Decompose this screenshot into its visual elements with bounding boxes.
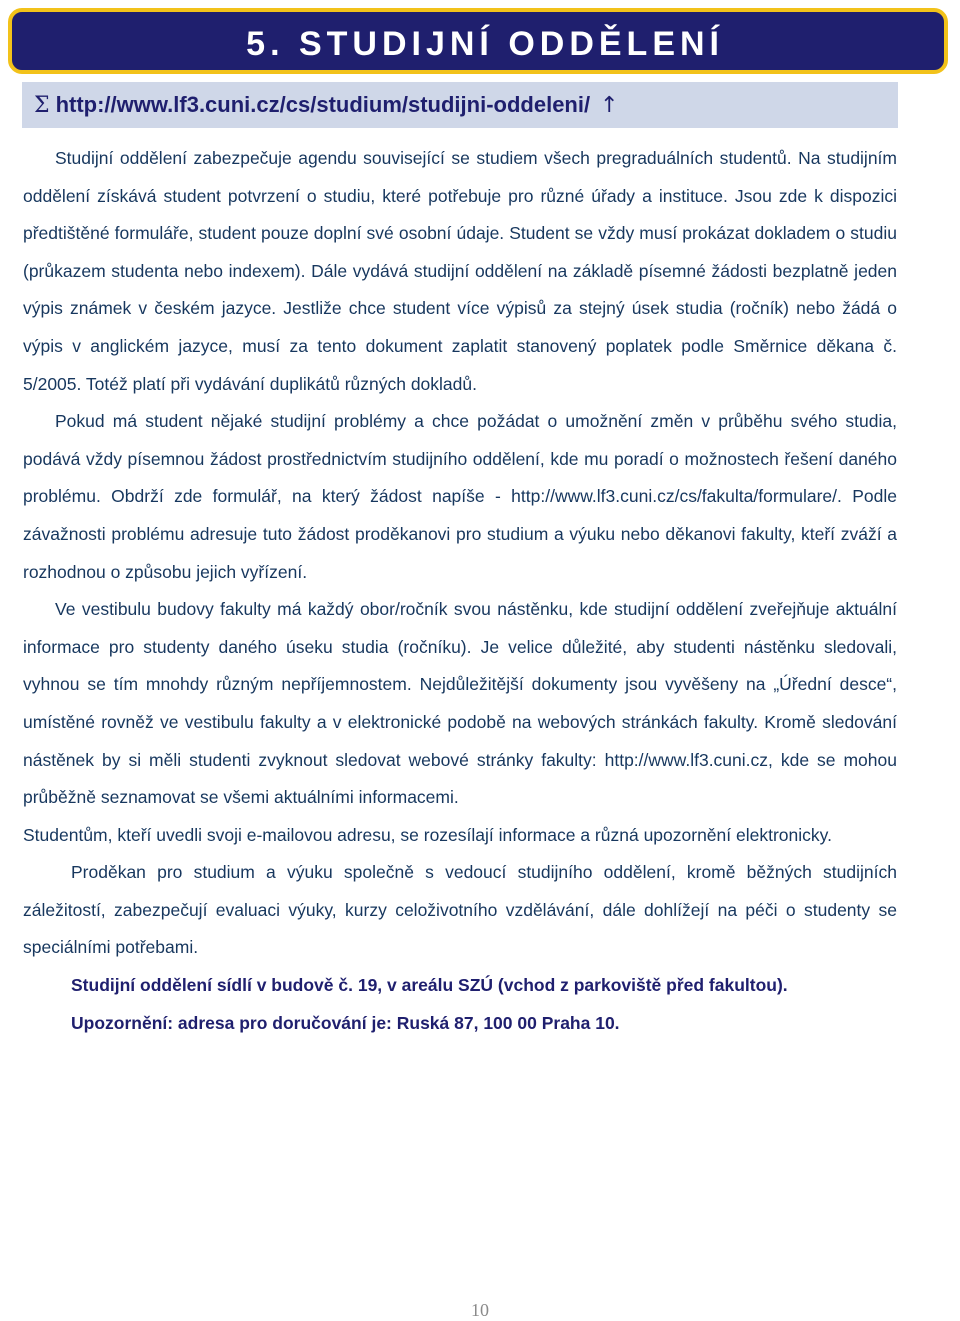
paragraph-notice-board: Ve vestibulu budovy fakulty má každý obor/ročník svou nástěnku, kde studijní oddělení zveřejňuje aktuální informace pro studenty daného úseku studia (ročníku). Je velice důležité, aby studenti nástěnku sledovali, vyhnou se tím mnohdy různým nepříjemnostem. Nejdůležitější dokumenty jsou vyvěšeny na „Úřední desce“, umístěné rovněž ve vestibulu fakulty a v elektronické podobě na webových stránkách fakulty. Kromě sledování nástěnek by si měli studenti zvyknout sledovat webové stránky fakulty: http://www.lf3.cuni.cz, kde se mohou průběžně seznamovat se všemi aktuálními informacemi. xyxy=(23,599,897,808)
arrow-up-icon: ↑ xyxy=(600,93,619,118)
sigma-icon: Σ xyxy=(34,93,50,118)
paragraph-study-problems: Pokud má student nějaké studijní problémy a chce požádat o umožnění změn v průběhu svého studia, podává vždy písemnou žádost prostřednictvím studijního oddělení, kde mu poradí o možnostech řešení daného problému. Obdrží zde formulář, na který žádost napíše - http://www.lf3.cuni.cz/cs/fakulta/formulare/. Podle závažnosti problému adresuje tuto žádost proděkanovi pro studium a výuku nebo děkanovi fakulty, kteří zváží a rozhodnou o způsobu jejich vyřízení. xyxy=(23,411,897,582)
url-line xyxy=(34,82,619,129)
paragraph-vice-dean: Proděkan pro studium a výuku společně s vedoucí studijního oddělení, kromě běžných studijních záležitostí, zabezpečují evaluaci výuky, kurzy celoživotního vzdělávání, dále dohlížejí na péči o studenty se speciálními potřebami. xyxy=(23,862,897,958)
page-number: 10 xyxy=(471,1300,489,1320)
url-bar xyxy=(22,82,898,128)
document-body xyxy=(23,140,897,1042)
paragraph-email-info: Studentům, kteří uvedli svoji e-mailovou adresu, se rozesílají informace a různá upozornění elektronicky. xyxy=(23,824,832,845)
section-url-link[interactable]: http://www.lf3.cuni.cz/cs/studium/studijni-oddeleni/ xyxy=(55,92,591,117)
paragraph-postal-address: Upozornění: adresa pro doručování je: Ruská 87, 100 00 Praha 10. xyxy=(71,1012,620,1033)
paragraph-office-location: Studijní oddělení sídlí v budově č. 19, v areálu SZÚ (vchod z parkoviště před fakultou). xyxy=(71,975,788,996)
section-title: 5. STUDIJNÍ ODDĚLENÍ xyxy=(246,25,724,63)
section-header-banner xyxy=(8,8,948,74)
paragraph-general-info: Studijní oddělení zabezpečuje agendu související se studiem všech pregraduálních studentů. Na studijním oddělení získává student potvrzení o studiu, které potřebuje pro různé úřady a instituce. Jsou zde k dispozici předtištěné formuláře, student pouze doplní své osobní údaje. Student se vždy musí prokázat dokladem o studiu (průkazem studenta nebo indexem). Dále vydává studijní oddělení na základě písemné žádosti bezplatně jeden výpis známek v českém jazyce. Jestliže chce student více výpisů za stejný úsek studia (ročník) nebo žádá o výpis v anglickém jazyce, musí za tento dokument zaplatit stanovený poplatek podle Směrnice děkana č. 5/2005. Totéž platí při vydávání duplikátů různých dokladů. xyxy=(23,148,897,394)
